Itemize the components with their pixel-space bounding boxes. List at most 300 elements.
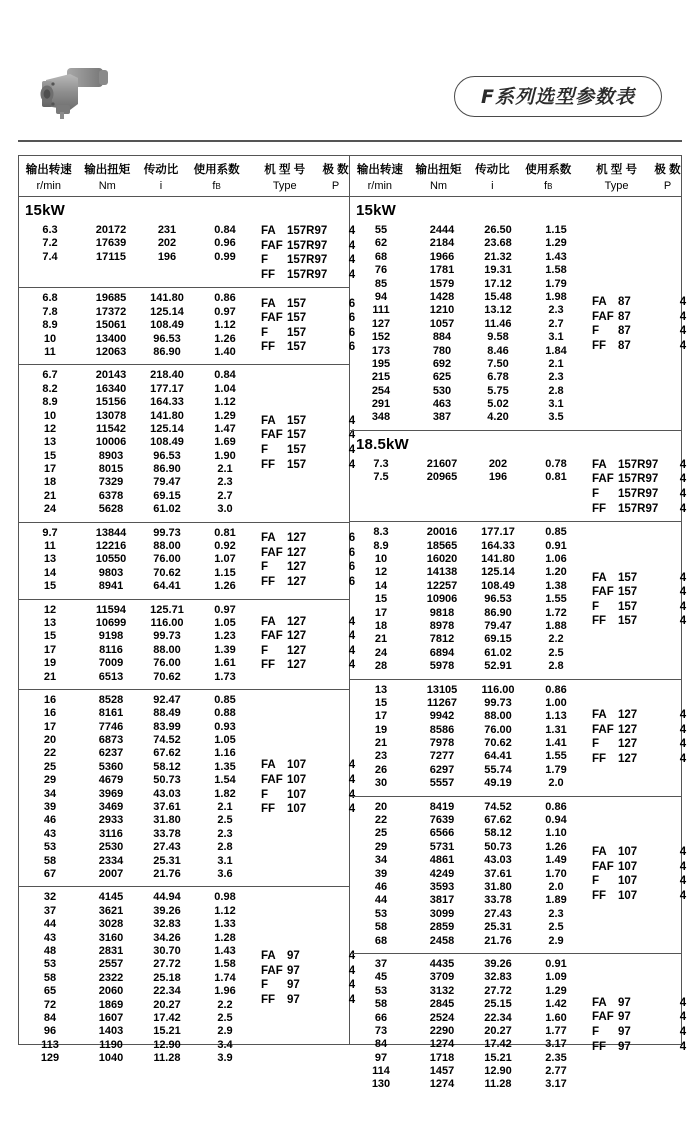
cell-ratio: 21.32 (484, 250, 512, 263)
group-model-list (257, 369, 365, 516)
cell-model-size: 127 (287, 561, 307, 574)
cell-output-speed: 17 (374, 710, 388, 723)
table-row (19, 788, 257, 801)
cell-model-size: 157R97 (287, 254, 328, 267)
cell-output-torque: 6894 (429, 646, 455, 659)
cell-output-torque: 2060 (98, 985, 124, 998)
cell-output-speed: 17 (43, 463, 57, 476)
cell-ratio: 76.00 (153, 657, 181, 670)
cell-ratio: 74.52 (153, 734, 181, 747)
model-row (592, 996, 696, 1011)
table-row (19, 999, 257, 1012)
cell-ratio: 177.17 (481, 526, 515, 539)
table-row (350, 620, 588, 633)
table-row (350, 801, 588, 814)
cell-model-prefix: FA (592, 708, 607, 721)
cell-service-factor: 2.3 (548, 304, 564, 317)
cell-ratio: 22.34 (484, 1011, 512, 1024)
cell-service-factor: 1.20 (545, 566, 567, 579)
table-row (350, 471, 588, 484)
table-row (350, 318, 588, 331)
cell-output-torque: 8015 (98, 463, 124, 476)
cell-output-speed: 17 (374, 606, 388, 619)
model-group (350, 680, 687, 797)
cell-model-size: 107 (618, 860, 638, 873)
cell-model-size: 97 (618, 996, 631, 1009)
table-row (19, 567, 257, 580)
cell-output-speed: 10 (43, 409, 57, 422)
cell-output-speed: 12 (43, 603, 57, 616)
cell-ratio: 8.46 (487, 344, 509, 357)
cell-output-torque: 17115 (96, 250, 126, 263)
cell-ratio: 218.40 (150, 369, 184, 382)
cell-ratio: 58.12 (153, 760, 181, 773)
cell-model-size: 87 (618, 325, 631, 338)
cell-model-prefix: FAF (592, 1011, 614, 1024)
cell-model-prefix: FAF (261, 774, 283, 787)
cell-model-size: 157 (287, 443, 307, 456)
cell-output-speed: 10 (374, 553, 388, 566)
cell-ratio: 15.21 (484, 1051, 512, 1064)
cell-model-size: 97 (618, 1040, 631, 1053)
cell-model-size: 127 (618, 738, 638, 751)
group-rows (350, 801, 588, 948)
cell-output-speed: 19 (43, 657, 57, 670)
cell-output-speed: 21 (374, 633, 388, 646)
cell-output-speed: 8.9 (42, 396, 58, 409)
cell-service-factor: 1.09 (545, 971, 567, 984)
group-model-list (588, 224, 696, 425)
cell-output-torque: 463 (432, 398, 452, 411)
table-row (19, 721, 257, 734)
header-ratio-symbol: i (491, 180, 494, 192)
cell-output-torque: 7329 (98, 476, 124, 489)
group-rows (350, 458, 588, 516)
cell-service-factor: 0.94 (545, 814, 567, 827)
table-row (19, 630, 257, 643)
cell-model-size: 127 (287, 630, 307, 643)
cell-ratio: 6.78 (487, 371, 509, 384)
cell-output-torque: 2184 (429, 237, 455, 250)
cell-service-factor: 2.5 (548, 921, 564, 934)
table-row (350, 697, 588, 710)
table-row (19, 814, 257, 827)
cell-output-speed: 17 (43, 643, 57, 656)
cell-model-prefix: FF (261, 803, 276, 816)
model-group (19, 220, 356, 288)
cell-output-speed: 16 (43, 707, 57, 720)
cell-ratio: 55.74 (484, 763, 512, 776)
table-row (19, 747, 257, 760)
model-row (592, 458, 696, 473)
cell-output-torque: 10699 (95, 616, 127, 629)
cell-model-prefix: FAF (261, 312, 283, 325)
cell-output-speed: 85 (374, 277, 388, 290)
cell-output-torque: 1966 (429, 250, 455, 263)
group-rows (19, 604, 257, 684)
cell-service-factor: 3.17 (545, 1078, 567, 1091)
cell-output-torque: 1781 (429, 264, 455, 277)
cell-output-speed: 10 (43, 332, 57, 345)
cell-ratio: 13.12 (484, 304, 512, 317)
cell-output-torque: 2524 (429, 1011, 455, 1024)
cell-output-torque: 5360 (98, 760, 124, 773)
cell-output-torque: 2444 (429, 224, 455, 236)
cell-output-speed: 8.9 (373, 539, 389, 552)
cell-output-speed: 113 (41, 1038, 59, 1051)
cell-output-speed: 12 (374, 566, 388, 579)
cell-output-torque: 9198 (98, 630, 124, 643)
cell-service-factor: 1.12 (214, 904, 236, 917)
cell-model-prefix: FF (592, 1040, 607, 1053)
table-row (350, 278, 588, 291)
cell-model-size: 157 (287, 312, 307, 325)
cell-output-speed: 45 (374, 971, 388, 984)
header-service-factor-cn: 使用系数 (525, 164, 572, 176)
cell-output-speed: 195 (371, 357, 391, 370)
table-column-left (19, 156, 356, 1065)
cell-output-speed: 34 (43, 787, 57, 800)
cell-ratio: 33.78 (153, 827, 181, 840)
cell-model-size: 107 (618, 846, 638, 859)
cell-model-prefix: F (261, 326, 269, 339)
model-row (592, 585, 696, 600)
cell-output-speed: 19 (374, 723, 388, 736)
cell-poles: 4 (679, 458, 687, 471)
cell-ratio: 12.90 (153, 1038, 181, 1051)
cell-output-speed: 173 (371, 344, 391, 357)
cell-ratio: 79.47 (153, 476, 181, 489)
cell-output-torque: 10906 (426, 593, 458, 606)
cell-output-torque: 8161 (98, 707, 124, 720)
cell-output-speed: 66 (374, 1011, 388, 1024)
cell-service-factor: 0.84 (214, 224, 236, 236)
table-row (19, 644, 257, 657)
cell-output-torque: 8941 (98, 580, 124, 593)
cell-poles: 4 (679, 996, 687, 1009)
header-ratio-cn: 传动比 (475, 164, 510, 176)
cell-service-factor: 1.26 (214, 332, 236, 345)
table-row (350, 1078, 588, 1091)
cell-model-size: 97 (618, 1025, 631, 1038)
cell-model-prefix: FAF (592, 860, 614, 873)
cell-service-factor: 1.26 (214, 580, 236, 593)
header-type-cn: 机 型 号 (596, 164, 637, 176)
cell-ratio: 141.80 (481, 553, 515, 566)
cell-model-prefix: F (261, 788, 269, 801)
cell-ratio: 17.42 (484, 1038, 512, 1051)
cell-output-torque: 3160 (98, 931, 124, 944)
cell-ratio: 86.90 (484, 606, 512, 619)
cell-service-factor: 3.1 (548, 398, 564, 411)
cell-output-speed: 29 (374, 840, 388, 853)
cell-model-prefix: FAF (261, 964, 283, 977)
table-row (350, 345, 588, 358)
cell-model-prefix: FA (592, 571, 607, 584)
table-row (19, 383, 257, 396)
cell-poles: 6 (348, 561, 356, 574)
table-row (350, 958, 588, 971)
header-output-torque-cn: 输出扭矩 (415, 164, 462, 176)
cell-output-torque: 5557 (429, 777, 455, 790)
cell-ratio: 108.49 (150, 319, 184, 332)
cell-output-speed: 21 (43, 489, 57, 502)
cell-output-torque: 10006 (95, 436, 127, 449)
cell-output-torque: 2845 (429, 998, 455, 1011)
cell-service-factor: 1.73 (214, 670, 236, 683)
cell-poles: 4 (348, 630, 356, 643)
cell-service-factor: 0.97 (214, 305, 236, 318)
cell-service-factor: 2.3 (217, 476, 233, 489)
model-group (350, 220, 687, 431)
cell-output-speed: 7.4 (42, 250, 58, 263)
table-row (19, 694, 257, 707)
model-group (19, 288, 356, 365)
cell-service-factor: 1.90 (214, 449, 236, 462)
table-row (19, 1039, 257, 1052)
cell-poles: 4 (348, 964, 356, 977)
model-group (19, 365, 356, 522)
cell-output-speed: 55 (374, 224, 388, 236)
cell-ratio: 61.02 (484, 646, 512, 659)
cell-service-factor: 1.06 (545, 553, 567, 566)
cell-service-factor: 1.10 (545, 827, 567, 840)
cell-ratio: 76.00 (153, 553, 181, 566)
model-row (592, 889, 696, 904)
cell-model-prefix: FAF (261, 630, 283, 643)
cell-ratio: 34.26 (153, 931, 181, 944)
table-row (19, 369, 257, 382)
cell-ratio: 20.27 (484, 1024, 512, 1037)
header-ratio-cn: 传动比 (143, 164, 179, 176)
cell-ratio: 96.53 (153, 449, 181, 462)
cell-poles: 4 (348, 225, 356, 237)
cell-model-size: 107 (287, 759, 307, 772)
cell-output-torque: 3132 (429, 984, 455, 997)
cell-output-torque: 8903 (98, 449, 124, 462)
cell-model-size: 127 (287, 644, 307, 657)
cell-ratio: 50.73 (153, 774, 181, 787)
cell-model-size: 157R97 (287, 239, 328, 252)
table-row (19, 237, 257, 250)
cell-model-size: 157R97 (287, 268, 328, 281)
cell-output-speed: 9.7 (42, 526, 58, 539)
table-row (350, 1038, 588, 1051)
cell-output-speed: 72 (43, 998, 57, 1011)
cell-output-speed: 16 (43, 693, 57, 706)
model-row (592, 845, 696, 860)
table-row (350, 566, 588, 579)
cell-poles: 4 (348, 803, 356, 816)
cell-output-speed: 96 (43, 1025, 57, 1038)
cell-ratio: 5.75 (487, 384, 509, 397)
cell-ratio: 20.27 (153, 998, 181, 1011)
cell-ratio: 9.58 (487, 331, 509, 344)
cell-model-size: 97 (287, 979, 300, 992)
cell-poles: 4 (348, 414, 356, 427)
cell-output-speed: 114 (372, 1065, 390, 1078)
cell-output-speed: 127 (371, 317, 391, 330)
cell-ratio: 30.70 (153, 944, 181, 957)
cell-ratio: 27.43 (153, 841, 181, 854)
table-row (350, 764, 588, 777)
cell-ratio: 88.00 (484, 710, 512, 723)
cell-output-speed: 13 (43, 436, 57, 449)
group-rows (350, 526, 588, 673)
cell-service-factor: 0.91 (545, 957, 567, 970)
cell-model-prefix: FF (592, 340, 607, 353)
group-model-list (257, 891, 365, 1065)
cell-model-size: 157R97 (618, 502, 659, 515)
cell-output-torque: 20016 (426, 526, 458, 539)
cell-output-torque: 692 (432, 357, 452, 370)
cell-ratio: 39.26 (153, 904, 181, 917)
cell-output-speed: 73 (374, 1024, 388, 1037)
cell-service-factor: 2.3 (548, 371, 564, 384)
cell-model-size: 157R97 (287, 225, 328, 237)
cell-model-prefix: FA (592, 458, 607, 471)
model-group (350, 522, 687, 679)
cell-output-torque: 3817 (429, 894, 455, 907)
cell-poles: 4 (348, 994, 356, 1007)
cell-poles: 4 (348, 759, 356, 772)
cell-poles: 4 (348, 950, 356, 963)
table-row (350, 998, 588, 1011)
table-row (350, 777, 588, 790)
cell-model-prefix: F (592, 600, 600, 613)
cell-poles: 4 (348, 429, 356, 442)
table-row (350, 1012, 588, 1025)
cell-ratio: 64.41 (153, 580, 181, 593)
cell-service-factor: 2.7 (217, 489, 233, 502)
table-row (19, 617, 257, 630)
model-row (592, 487, 696, 502)
cell-poles: 4 (679, 1025, 687, 1038)
cell-service-factor: 2.5 (217, 814, 233, 827)
page-title-banner (454, 76, 662, 117)
cell-model-size: 97 (287, 950, 300, 963)
cell-output-torque: 8978 (429, 619, 455, 632)
cell-ratio: 108.49 (481, 579, 515, 592)
cell-output-torque: 387 (432, 411, 452, 424)
cell-poles: 4 (348, 268, 356, 281)
group-rows (19, 224, 257, 282)
cell-service-factor: 1.38 (545, 579, 567, 592)
cell-output-speed: 17 (43, 720, 57, 733)
cell-output-torque: 7978 (429, 737, 455, 750)
cell-output-torque: 1607 (98, 1011, 124, 1024)
cell-model-prefix: FA (261, 297, 276, 310)
catalog-page (0, 62, 700, 1130)
table-row (19, 333, 257, 346)
cell-service-factor: 2.1 (217, 463, 233, 476)
cell-service-factor: 2.8 (217, 841, 233, 854)
cell-ratio: 96.53 (153, 332, 181, 345)
cell-model-size: 107 (618, 889, 638, 902)
cell-output-speed: 43 (43, 827, 57, 840)
cell-output-speed: 13 (374, 683, 388, 696)
cell-service-factor: 1.69 (214, 436, 236, 449)
column-header-right (350, 156, 681, 197)
cell-poles: 4 (348, 254, 356, 267)
cell-service-factor: 0.84 (214, 369, 236, 382)
cell-poles: 4 (348, 788, 356, 801)
cell-output-torque: 530 (432, 384, 452, 397)
power-rating-label: 18.5kW (356, 435, 409, 453)
cell-ratio: 27.72 (153, 958, 181, 971)
cell-output-torque: 1274 (429, 1078, 455, 1091)
cell-service-factor: 1.15 (545, 224, 567, 236)
column-body-right (350, 197, 687, 1097)
cell-service-factor: 1.12 (214, 396, 236, 409)
table-row (19, 1052, 257, 1065)
cell-service-factor: 1.33 (214, 918, 236, 931)
cell-service-factor: 1.55 (545, 750, 567, 763)
cell-output-torque: 9818 (429, 606, 455, 619)
cell-output-torque: 4145 (98, 891, 124, 904)
cell-output-torque: 1274 (429, 1038, 455, 1051)
table-row (350, 331, 588, 344)
cell-service-factor: 3.0 (217, 503, 233, 516)
cell-service-factor: 0.93 (214, 720, 236, 733)
cell-ratio: 31.80 (153, 814, 181, 827)
group-model-list (588, 801, 696, 948)
cell-model-prefix: F (261, 561, 269, 574)
cell-service-factor: 2.1 (548, 357, 564, 370)
model-group (19, 690, 356, 887)
cell-output-speed: 20 (43, 734, 57, 747)
cell-ratio: 11.28 (153, 1052, 181, 1065)
cell-ratio: 7.50 (487, 357, 509, 370)
cell-model-prefix: FAF (261, 429, 283, 442)
cell-ratio: 116.00 (481, 683, 515, 696)
cell-output-speed: 12 (43, 422, 57, 435)
cell-model-size: 157R97 (618, 458, 659, 471)
header-output-speed-cn: 输出转速 (25, 164, 72, 176)
cell-output-speed: 48 (43, 944, 57, 957)
cell-service-factor: 3.1 (217, 854, 233, 867)
cell-poles: 4 (679, 889, 687, 902)
cell-model-prefix: FAF (592, 473, 614, 486)
cell-output-speed: 76 (374, 264, 388, 277)
cell-service-factor: 1.23 (214, 630, 236, 643)
table-row (19, 1012, 257, 1025)
cell-model-prefix: F (592, 325, 600, 338)
cell-service-factor: 1.29 (214, 409, 236, 422)
cell-output-speed: 15 (43, 580, 57, 593)
cell-output-torque: 3028 (98, 918, 124, 931)
cell-output-torque: 11594 (96, 603, 126, 616)
table-row (350, 633, 588, 646)
table-row (19, 734, 257, 747)
model-row (592, 1010, 696, 1025)
cell-output-torque: 2831 (98, 944, 124, 957)
cell-output-speed: 58 (43, 854, 57, 867)
cell-output-speed: 26 (374, 763, 388, 776)
cell-service-factor: 2.8 (548, 660, 564, 673)
header-service-factor-symbol: fB (212, 180, 221, 192)
cell-poles: 4 (679, 600, 687, 613)
column-body-left (19, 197, 356, 1070)
cell-poles: 4 (348, 615, 356, 628)
cell-ratio: 99.73 (484, 696, 512, 709)
cell-output-torque: 5978 (429, 660, 455, 673)
cell-output-speed: 67 (43, 868, 57, 880)
table-row (19, 868, 257, 881)
table-row (350, 237, 588, 250)
cell-service-factor: 1.31 (545, 723, 567, 736)
cell-service-factor: 1.41 (545, 737, 567, 750)
